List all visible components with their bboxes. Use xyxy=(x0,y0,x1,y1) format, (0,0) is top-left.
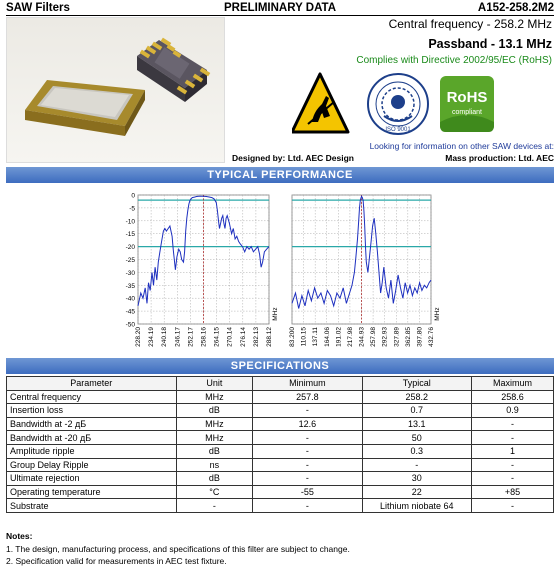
saw-package-pads xyxy=(137,38,210,102)
table-cell: MHz xyxy=(176,431,253,445)
y-tick-label: -30 xyxy=(125,269,135,277)
part-number: A152-258.2M2 xyxy=(477,1,554,14)
x-tick-label: 432.76 xyxy=(428,327,435,347)
y-tick-label: -15 xyxy=(125,231,135,239)
mass-production: Mass production: Ltd. AEC xyxy=(445,153,554,163)
x-tick-label: 264.15 xyxy=(213,327,221,347)
y-tick-label: -40 xyxy=(125,295,135,303)
table-row xyxy=(7,485,554,499)
x-tick-label: 252.17 xyxy=(187,327,195,347)
table-cell: - xyxy=(253,499,362,513)
table-cell: 50 xyxy=(362,431,471,445)
table-cell: Operating temperature xyxy=(7,485,177,499)
table-cell: MHz xyxy=(176,390,253,404)
table-cell: 0.9 xyxy=(471,404,553,418)
summary-block xyxy=(356,17,552,66)
table-cell: 0.3 xyxy=(362,444,471,458)
table-row xyxy=(7,417,554,431)
table-cell: Group Delay Ripple xyxy=(7,458,177,472)
x-tick-label: 228.20 xyxy=(135,327,142,347)
column-header: Maximum xyxy=(471,377,553,391)
x-tick-label: 257.98 xyxy=(370,327,378,347)
table-cell: - xyxy=(253,458,362,472)
x-tick-label: 191.02 xyxy=(335,327,343,347)
table-row xyxy=(7,390,554,404)
table-cell: °C xyxy=(176,485,253,499)
x-tick-label: 164.06 xyxy=(323,327,331,347)
header-left: SAW Filters xyxy=(6,1,70,14)
y-tick-label: -25 xyxy=(125,257,135,264)
table-cell: 30 xyxy=(362,472,471,486)
note-item: 1. The design, manufacturing process, and specifications of this filter are subject to change. xyxy=(6,543,350,554)
table-cell: 257.8 xyxy=(253,390,362,404)
table-cell: 1 xyxy=(471,444,553,458)
header-bar xyxy=(6,0,554,15)
table-cell: 12.6 xyxy=(253,417,362,431)
central-frequency-summary: Central frequency - 258.2 MHz xyxy=(388,17,552,31)
section-typical-performance: TYPICAL PERFORMANCE xyxy=(6,167,554,183)
credits-row xyxy=(232,153,554,163)
iso-9001-icon xyxy=(368,74,428,134)
table-cell: Central frequency xyxy=(7,390,177,404)
column-header: Minimum xyxy=(253,377,362,391)
table-cell: - xyxy=(253,404,362,418)
more-devices-link[interactable]: Looking for information on other SAW devices at: xyxy=(369,141,554,151)
table-cell: dB xyxy=(176,404,253,418)
notes-title: Notes: xyxy=(6,531,33,541)
x-tick-label: 270.14 xyxy=(226,327,234,347)
table-cell: -55 xyxy=(253,485,362,499)
table-cell: Ultimate rejection xyxy=(7,472,177,486)
y-tick-label: 0 xyxy=(131,192,135,200)
x-tick-label: 110.15 xyxy=(300,327,308,347)
column-header: Typical xyxy=(362,377,471,391)
iso-badge-text: ISO 9001 xyxy=(385,127,411,133)
y-tick-label: -10 xyxy=(125,218,135,226)
table-row xyxy=(7,458,554,472)
product-photo xyxy=(6,17,225,163)
y-tick-label: -35 xyxy=(125,282,135,290)
y-tick-label: -5 xyxy=(129,205,135,213)
table-row xyxy=(7,499,554,513)
x-tick-label: 327.89 xyxy=(393,327,401,347)
x-tick-label: 234.19 xyxy=(148,327,156,347)
table-cell: - xyxy=(471,417,553,431)
x-tick-label: 362.85 xyxy=(404,327,412,347)
x-tick-label: 276.14 xyxy=(239,327,247,347)
x-tick-label: 397.80 xyxy=(416,327,424,347)
passband-summary: Passband - 13.1 MHz xyxy=(428,37,552,51)
x-tick-label: 246.17 xyxy=(174,327,182,347)
table-cell: Bandwidth at -20 дБ xyxy=(7,431,177,445)
saw-package-lid xyxy=(25,80,145,136)
y-tick-label: -50 xyxy=(125,321,135,329)
y-tick-label: -45 xyxy=(125,308,135,316)
rohs-badge-text: RoHS xyxy=(446,89,488,106)
designed-by: Designed by: Ltd. AEC Design xyxy=(232,153,355,163)
column-header: Unit xyxy=(176,377,253,391)
certification-badges xyxy=(292,72,554,136)
table-cell: - xyxy=(471,458,553,472)
x-units-label: MHz xyxy=(434,307,441,321)
rohs-badge-subtext: compliant xyxy=(452,109,482,116)
x-tick-label: 217.98 xyxy=(346,327,354,347)
table-cell: ns xyxy=(176,458,253,472)
x-tick-label: 292.93 xyxy=(381,327,389,347)
performance-charts xyxy=(0,185,560,357)
table-row xyxy=(7,404,554,418)
notes-block xyxy=(6,530,350,568)
table-cell: 0.7 xyxy=(362,404,471,418)
table-row xyxy=(7,444,554,458)
table-cell: - xyxy=(362,458,471,472)
table-cell: MHz xyxy=(176,417,253,431)
table-row xyxy=(7,431,554,445)
table-cell: 22 xyxy=(362,485,471,499)
table-cell: Amplitude ripple xyxy=(7,444,177,458)
table-cell: Lithium niobate 64 xyxy=(362,499,471,513)
x-tick-label: 282.13 xyxy=(252,327,260,347)
x-tick-label: 240.18 xyxy=(161,327,169,347)
rohs-compliant-icon xyxy=(440,76,494,132)
x-tick-label: 258.16 xyxy=(200,327,208,347)
table-cell: 258.6 xyxy=(471,390,553,404)
table-cell: - xyxy=(253,431,362,445)
table-cell: Bandwidth at -2 дБ xyxy=(7,417,177,431)
table-row xyxy=(7,472,554,486)
table-cell: Substrate xyxy=(7,499,177,513)
rohs-compliance-text: Complies with Directive 2002/95/EC (RoHS) xyxy=(356,55,552,66)
table-cell: Insertion loss xyxy=(7,404,177,418)
table-cell: - xyxy=(253,444,362,458)
table-cell: dB xyxy=(176,444,253,458)
x-tick-label: 137.11 xyxy=(312,327,320,347)
section-specifications: SPECIFICATIONS xyxy=(6,358,554,374)
column-header: Parameter xyxy=(7,377,177,391)
note-item: 2. Specification valid for measurements in AEC test fixture. xyxy=(6,556,227,566)
table-cell: - xyxy=(253,472,362,486)
table-cell: dB xyxy=(176,472,253,486)
table-cell: 13.1 xyxy=(362,417,471,431)
y-tick-label: -20 xyxy=(125,244,135,252)
x-tick-label: 244.93 xyxy=(358,327,366,347)
x-units-label: MHz xyxy=(272,307,279,321)
table-cell: - xyxy=(471,472,553,486)
table-cell: - xyxy=(176,499,253,513)
header-divider xyxy=(6,15,554,16)
table-cell: - xyxy=(471,431,553,445)
table-cell: - xyxy=(471,499,553,513)
table-cell: +85 xyxy=(471,485,553,499)
specifications-table xyxy=(6,376,554,513)
table-header-row xyxy=(7,377,554,391)
header-center: PRELIMINARY DATA xyxy=(223,1,337,14)
x-tick-label: 288.12 xyxy=(266,327,273,347)
x-tick-label: 83.200 xyxy=(289,327,296,347)
esd-warning-icon xyxy=(292,74,348,132)
table-cell: 258.2 xyxy=(362,390,471,404)
